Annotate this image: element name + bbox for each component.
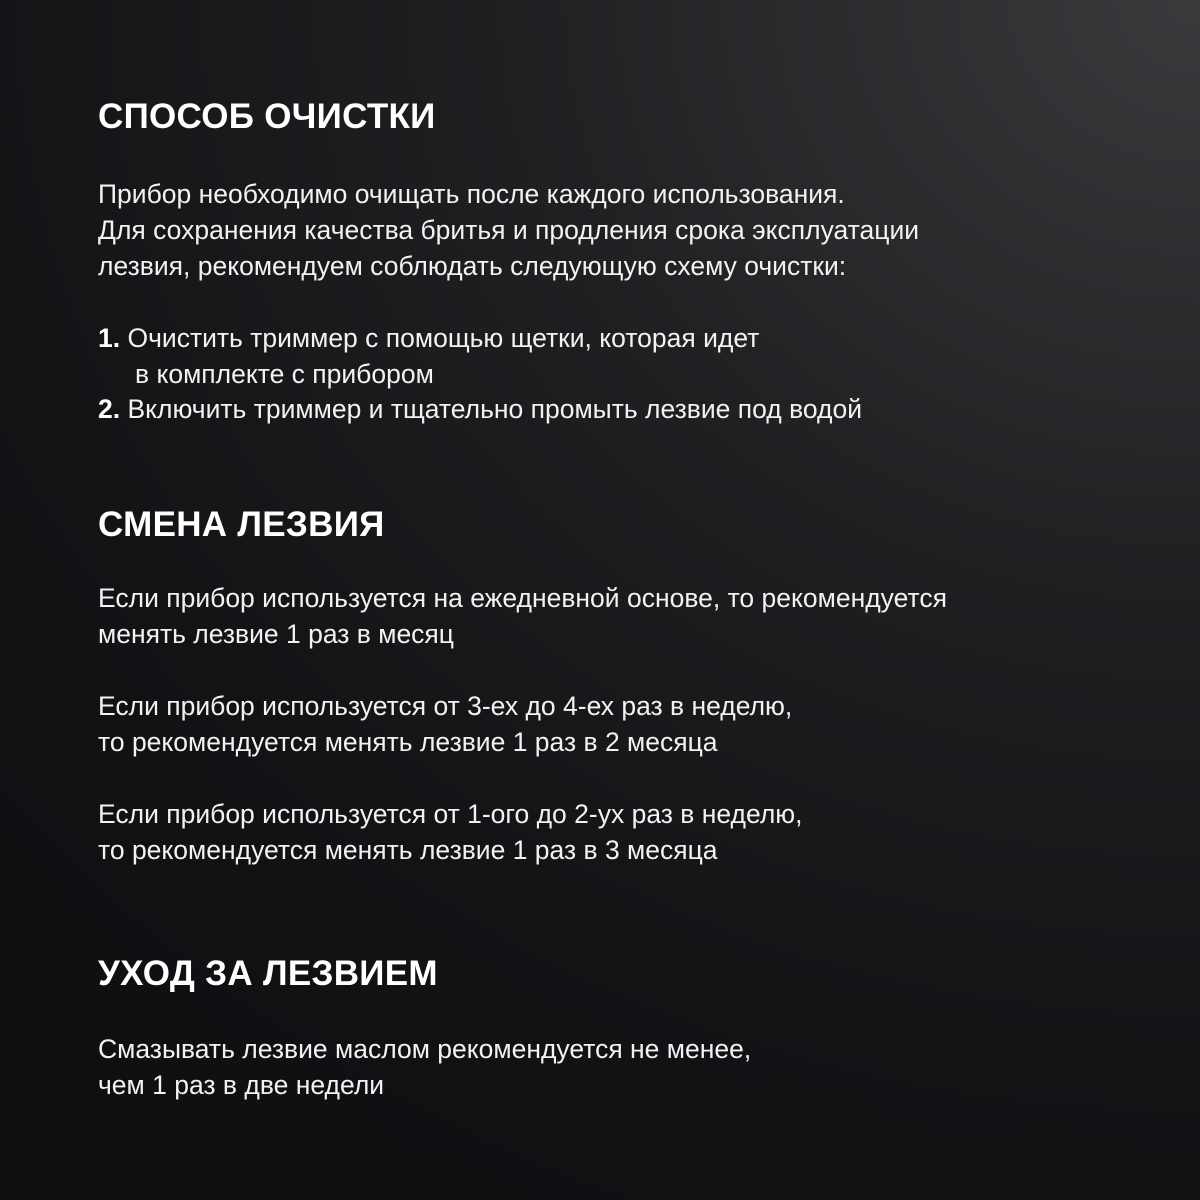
cleaning-step-1 (98, 320, 759, 392)
paragraph-line: чем 1 раз в две недели (98, 1070, 385, 1100)
paragraph-line: менять лезвие 1 раз в месяц (98, 619, 454, 649)
paragraph-line: то рекомендуется менять лезвие 1 раз в 3 месяца (98, 835, 718, 865)
step-text: Очистить триммер с помощью щетки, которая идет (127, 323, 760, 353)
cleaning-step-2-line (98, 391, 862, 427)
replacement-paragraph-daily (98, 580, 947, 652)
cleaning-step-1-line (98, 320, 759, 356)
cleaning-intro-line: Прибор необходимо очищать после каждого использования. (98, 179, 845, 209)
replacement-heading: СМЕНА ЛЕЗВИЯ (98, 505, 385, 544)
cleaning-intro (98, 176, 919, 284)
cleaning-heading: СПОСОБ ОЧИСТКИ (98, 97, 436, 136)
paragraph-line: Если прибор используется на ежедневной основе, то рекомендуется (98, 583, 947, 613)
cleaning-intro-line: Для сохранения качества бритья и продления срока эксплуатации (98, 215, 920, 245)
paragraph-line: Если прибор используется от 3-ех до 4-ех раз в неделю, (98, 691, 793, 721)
replacement-paragraph-1-2-times (98, 796, 803, 868)
cleaning-step-2 (98, 391, 862, 427)
paragraph-line: Смазывать лезвие маслом рекомендуется не менее, (98, 1034, 752, 1064)
step-text: Включить триммер и тщательно промыть лезвие под водой (127, 394, 863, 424)
care-heading: УХОД ЗА ЛЕЗВИЕМ (98, 954, 438, 993)
step-number: 1. (98, 323, 121, 353)
cleaning-intro-line: лезвия, рекомендуем соблюдать следующую схему очистки: (98, 251, 847, 281)
step-text-continuation: в комплекте с прибором (135, 359, 434, 389)
care-paragraph (98, 1031, 751, 1103)
replacement-paragraph-3-4-times (98, 688, 792, 760)
paragraph-line: Если прибор используется от 1-ого до 2-ух раз в неделю, (98, 799, 803, 829)
step-number: 2. (98, 394, 121, 424)
paragraph-line: то рекомендуется менять лезвие 1 раз в 2 месяца (98, 727, 718, 757)
